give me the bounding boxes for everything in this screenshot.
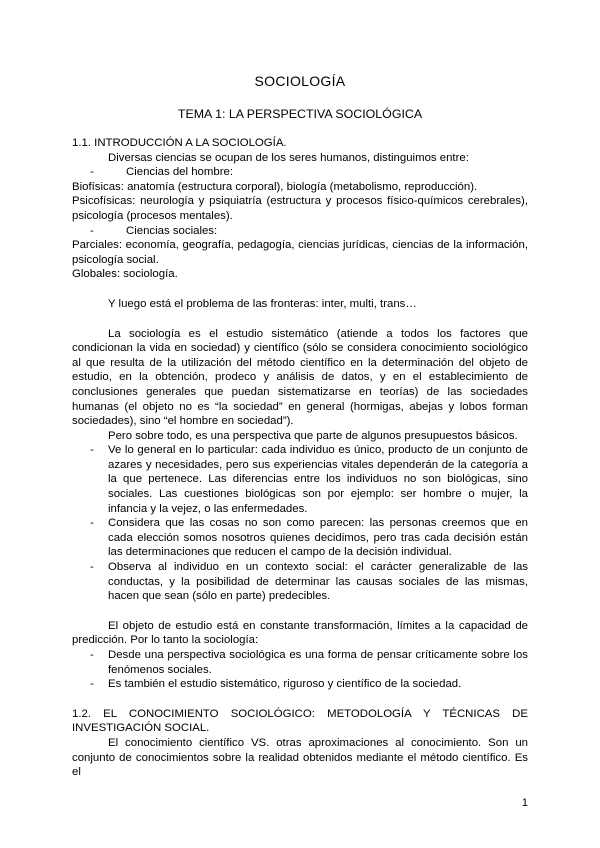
objeto-paragraph: El objeto de estudio está en constante transformación, límites a la capacidad de predicción. Por lo tanto la sociología: xyxy=(72,619,528,647)
sociologia-list xyxy=(72,648,528,692)
section-1-heading: 1.1. INTRODUCCIÓN A LA SOCIOLOGÍA. xyxy=(72,137,287,149)
list-item: - Ve lo general en lo particular: cada individuo es único, producto de un conjunto de azares y necesidades, pero sus experiencias vitales dependerán de la categoría a la que pertenece. Las diferencias entre los individuos no son biológicas, sino sociales. Las cuestiones biológicas son por ejemplo: ser hombre o mujer, la infancia y la vejez, o las enfermedades. xyxy=(72,443,528,516)
parciales-paragraph: Parciales: economía, geografía, pedagogía, ciencias jurídicas, ciencias de la información, psicología social. xyxy=(72,239,528,266)
perspectiva-paragraph: Pero sobre todo, es una perspectiva que parte de algunos presupuestos básicos. xyxy=(108,429,518,442)
document-title: SOCIOLOGÍA xyxy=(254,73,346,89)
list-item: - Ciencias sociales: xyxy=(72,224,528,239)
page-number: 1 xyxy=(521,797,528,809)
section-2-heading: 1.2. EL CONOCIMIENTO SOCIOLÓGICO: METODOLOGÍA Y TÉCNICAS DE INVESTIGACIÓN SOCIAL. xyxy=(72,707,528,735)
list-item: - Observa al individuo en un contexto social: el carácter generalizable de las conductas, y la posibilidad de determinar las causas sociales de las mismas, hacen que sean (sólo en parte) predecibles. xyxy=(72,560,528,604)
ciencias-sociales-list xyxy=(72,224,528,239)
list-item: - Es también el estudio sistemático, riguroso y científico de la sociedad. xyxy=(72,677,528,692)
ciencias-hombre-list xyxy=(72,165,528,180)
biofisicas-paragraph: Biofísicas: anatomía (estructura corporal), biología (metabolismo, reproducción). xyxy=(72,180,478,193)
intro-paragraph: Diversas ciencias se ocupan de los seres humanos, distinguimos entre: xyxy=(108,151,469,164)
conocimiento-paragraph: El conocimiento científico VS. otras aproximaciones al conocimiento. Son un conjunto de conocimientos sobre la realidad obtenidos mediante el método científico. Es el xyxy=(72,736,528,779)
definicion-paragraph: La sociología es el estudio sistemático (atiende a todos los factores que condicionan la vida en sociedad) y científico (sólo se considera conocimiento sociológico al que resulta de la utilización del método científico en la determinación del objeto de estudio, en la obtención, prodeco y análisis de datos, y en el establecimiento de conclusiones generales que puedan sistematizarse en teorías) de las sociedades humanas (el objeto no es “la sociedad” en general (hormigas, abejas y lobos forman sociedades), sino “el hombre en sociedad”). xyxy=(72,327,528,428)
document-body xyxy=(72,136,528,780)
list-item: - Ciencias del hombre: xyxy=(72,165,528,180)
globales-paragraph: Globales: sociología. xyxy=(72,268,178,281)
document-subtitle: TEMA 1: LA PERSPECTIVA SOCIOLÓGICA xyxy=(177,107,423,121)
psicofisicas-paragraph: Psicofísicas: neurología y psiquiatría (estructura y procesos físico-químicos cerebrales), psicología (procesos mentales). xyxy=(72,195,528,222)
fronteras-paragraph: Y luego está el problema de las fronteras: inter, multi, trans… xyxy=(108,297,417,310)
list-item: - Desde una perspectiva sociológica es una forma de pensar críticamente sobre los fenómenos sociales. xyxy=(72,648,528,677)
list-item: - Considera que las cosas no son como parecen: las personas creemos que en cada elección somos nosotros quienes decidimos, pero tras cada decisión están las determinaciones que reducen el campo de la decisión individual. xyxy=(72,516,528,560)
presupuestos-list xyxy=(72,443,528,604)
